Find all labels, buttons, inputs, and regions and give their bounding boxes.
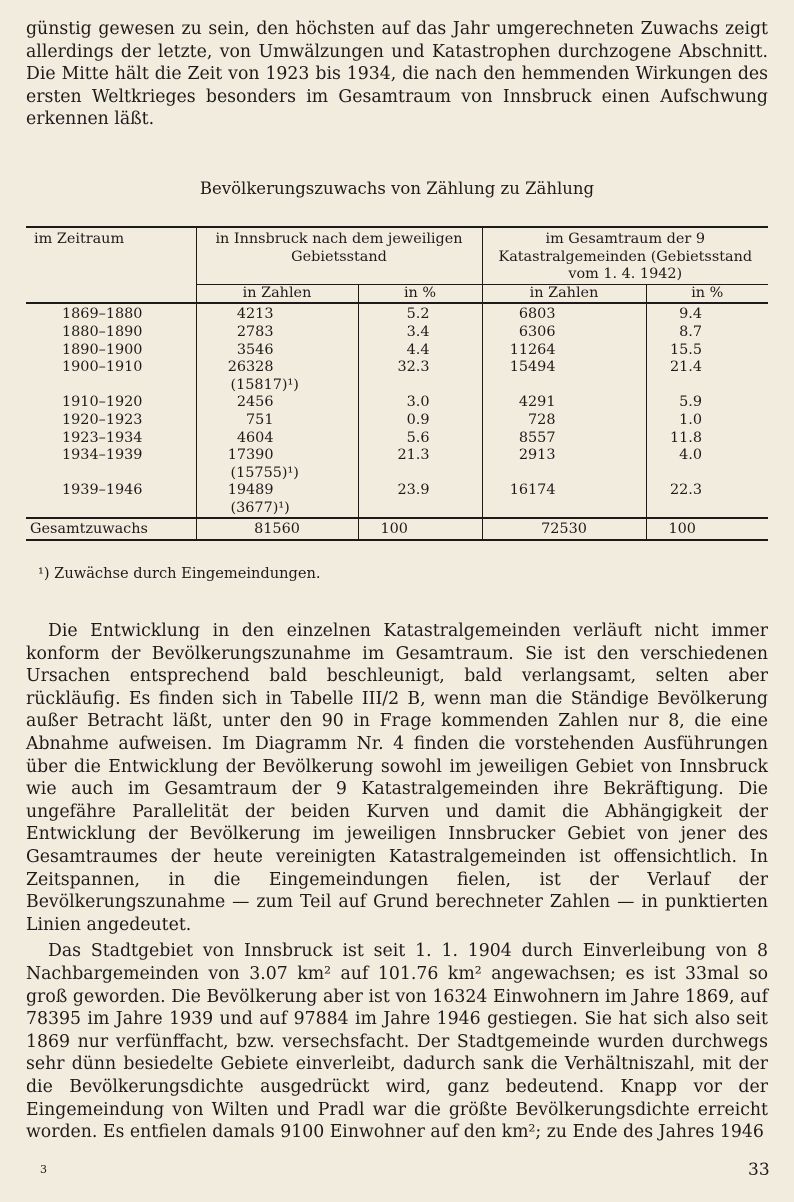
ges-percent-cell: 22.3 (646, 482, 768, 500)
total-ibk-percent: 100 (358, 521, 482, 540)
table-footnote: ¹) Zuwächse durch Eingemeindungen. (38, 565, 321, 583)
ges-number-cell: 16174 (482, 482, 646, 500)
table-row (26, 324, 768, 342)
population-growth-table (26, 226, 768, 543)
period-cell: 1920–1923 (62, 411, 143, 428)
ges-number-cell: 11264 (482, 342, 646, 360)
table-row (26, 482, 768, 500)
paragraph-1: Die Entwicklung in den einzelnen Katastralgemeinden verläuft nicht immer konform der Bevölkerungszunahme im Gesamtraum. Sie ist den verschiedenen Ursachen entsprechend bald beschleunigt, bald verlangsamt, selten aber rückläufig. Es finden sich in Tabelle III/2 B, wenn man die Ständige Bevölkerung außer Betracht läßt, unter den 90 in Frage kommenden Zahlen nur 8, die eine Abnahme aufweisen. Im Diagramm Nr. 4 finden die vorstehenden Ausführungen über die Entwicklung der Bevölkerung sowohl im jeweiligen Gebiet von Innsbruck wie auch im Gesamtraum der 9 Katastralgemeinden ihre Bekräftigung. Die ungefähre Parallelität der beiden Kurven und damit die Abhängigkeit der Entwicklung der Bevölkerung im jeweiligen Innsbrucker Gebiet von jener des Gesamtraumes der heute vereinigten Katastralgemeinden ist offensichtlich. In Zeitspannen, in die Eingemeindungen fielen, ist der Verlauf der Bevölkerungszunahme — zum Teil auf Grund berechneter Zahlen — in punktierten Linien angedeutet. (26, 621, 768, 935)
ges-percent-cell: 4.0 (646, 447, 768, 465)
ibk-percent-cell: 32.3 (358, 359, 482, 377)
incorporation-note: (3677)¹) (196, 500, 358, 519)
header-ges-percent: in % (646, 284, 768, 303)
page-body (26, 18, 768, 1144)
header-ges-number: in Zahlen (482, 284, 646, 303)
header-ibk-percent: in % (358, 284, 482, 303)
ibk-number-cell: 751 (196, 412, 358, 430)
table-row (26, 359, 768, 377)
period-cell: 1939–1946 (62, 482, 143, 499)
ibk-percent-cell: 5.2 (358, 306, 482, 324)
period-cell: 1900–1910 (62, 359, 143, 376)
ibk-number-cell: 2456 (196, 394, 358, 412)
ges-number-cell: 8557 (482, 430, 646, 448)
total-label: Gesamtzuwachs (30, 521, 148, 538)
ges-number-cell: 4291 (482, 394, 646, 412)
ibk-percent-cell: 4.4 (358, 342, 482, 360)
ges-number-cell: 6803 (482, 306, 646, 324)
period-cell: 1880–1890 (62, 323, 143, 340)
ges-number-cell: 728 (482, 412, 646, 430)
ibk-number-cell: 19489 (196, 482, 358, 500)
ibk-percent-cell: 21.3 (358, 447, 482, 465)
incorporation-note: (15817)¹) (196, 377, 358, 395)
ges-percent-cell: 1.0 (646, 412, 768, 430)
ibk-number-cell: 26328 (196, 359, 358, 377)
header-gesamtraum-group: im Gesamtraum der 9 Katastralgemeinden (Gebietsstand vom 1. 4. 1942) (482, 231, 768, 284)
signature-mark: 3 (40, 1163, 47, 1176)
total-ges-percent: 100 (646, 521, 768, 540)
period-cell: 1890–1900 (62, 341, 143, 358)
ibk-number-cell: 2783 (196, 324, 358, 342)
ges-percent-cell: 9.4 (646, 306, 768, 324)
ges-number-cell: 2913 (482, 447, 646, 465)
ibk-percent-cell: 3.4 (358, 324, 482, 342)
table-row (26, 394, 768, 412)
ibk-number-cell: 4213 (196, 306, 358, 324)
period-cell: 1869–1880 (62, 306, 143, 323)
total-ges: 72530 (482, 521, 646, 540)
table-row (26, 342, 768, 360)
header-innsbruck-group: in Innsbruck nach dem jeweiligen Gebietsstand (196, 231, 482, 284)
period-cell: 1923–1934 (62, 429, 143, 446)
intro-paragraph: günstig gewesen zu sein, den höchsten auf das Jahr umgerechneten Zuwachs zeigt allerdings der letzte, von Umwälzungen und Katastrophen durchzogene Abschnitt. Die Mitte hält die Zeit von 1923 bis 1934, die nach den hemmenden Wirkungen des ersten Weltkrieges besonders im Gesamtraum von Innsbruck einen Aufschwung erkennen läßt. (26, 19, 768, 130)
ibk-number-cell: 3546 (196, 342, 358, 360)
table-title: Bevölkerungszuwachs von Zählung zu Zählung (199, 178, 595, 198)
page-number: 33 (748, 1160, 770, 1180)
total-ibk: 81560 (196, 521, 358, 540)
ges-percent-cell: 5.9 (646, 394, 768, 412)
table-row (26, 306, 768, 324)
ges-percent-cell: 11.8 (646, 430, 768, 448)
table-body (26, 306, 768, 518)
table-row (26, 412, 768, 430)
incorporation-note-row (26, 377, 768, 395)
header-period: im Zeitraum (34, 230, 125, 247)
ges-number-cell: 6306 (482, 324, 646, 342)
paragraph-2: Das Stadtgebiet von Innsbruck ist seit 1. 1. 1904 durch Einverleibung von 8 Nachbargemeinden von 3.07 km² auf 101.76 km² angewachsen; es ist 33mal so groß geworden. Die Bevölkerung aber ist von 16324 Einwohnern im Jahre 1869, auf 78395 im Jahre 1939 und auf 97884 im Jahre 1946 gestiegen. Sie hat sich also seit 1869 nur verfünffacht, bzw. versechsfacht. Der Stadtgemeinde wurden durchwegs sehr dünn besiedelte Gebiete einverleibt, dadurch sank die Verhältniszahl, mit der die Bevölkerungsdichte ausgedrückt wird, ganz bedeutend. Knapp vor der Eingemeindung von Wilten und Pradl war die größte Bevölkerungsdichte erreicht worden. Es entfielen damals 9100 Einwohner auf den km²; zu Ende des Jahres 1946 (26, 941, 768, 1143)
ibk-percent-cell: 23.9 (358, 482, 482, 500)
ges-percent-cell: 15.5 (646, 342, 768, 360)
ges-percent-cell: 8.7 (646, 324, 768, 342)
total-row (26, 521, 768, 540)
incorporation-note-row (26, 465, 768, 483)
period-cell: 1934–1939 (62, 447, 143, 464)
ges-number-cell: 15494 (482, 359, 646, 377)
incorporation-note-row (26, 500, 768, 519)
ges-percent-cell: 21.4 (646, 359, 768, 377)
table-row (26, 447, 768, 465)
ibk-number-cell: 4604 (196, 430, 358, 448)
incorporation-note: (15755)¹) (196, 465, 358, 483)
table-row (26, 430, 768, 448)
ibk-percent-cell: 0.9 (358, 412, 482, 430)
ibk-percent-cell: 5.6 (358, 430, 482, 448)
period-cell: 1910–1920 (62, 394, 143, 411)
ibk-number-cell: 17390 (196, 447, 358, 465)
ibk-percent-cell: 3.0 (358, 394, 482, 412)
header-ibk-number: in Zahlen (196, 284, 358, 303)
